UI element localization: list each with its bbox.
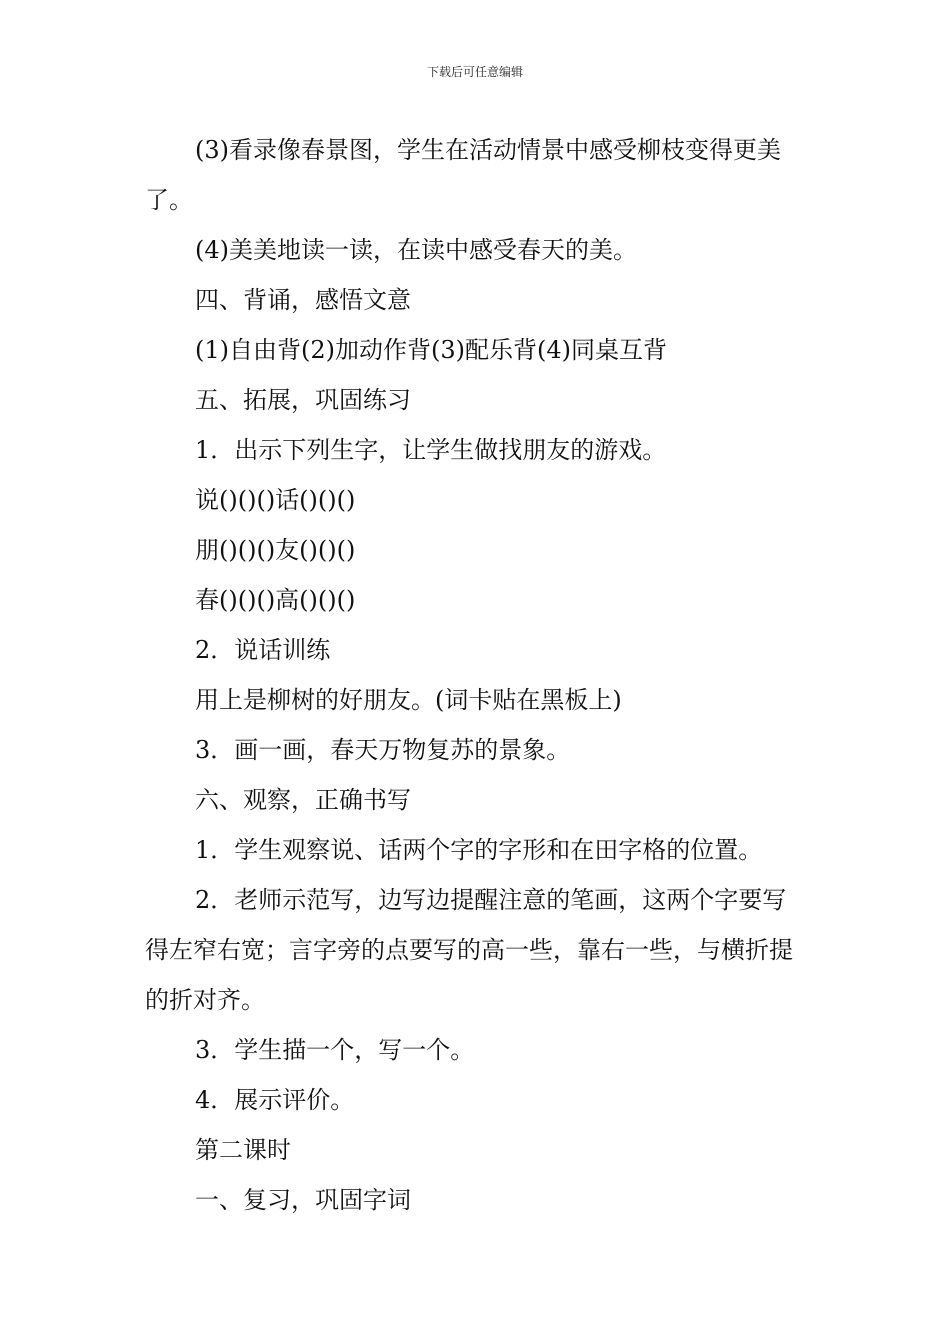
exercise-line: 说()()()话()()() bbox=[195, 486, 356, 514]
section-heading: 六、观察，正确书写 bbox=[195, 786, 411, 814]
paragraph: (1)自由背(2)加动作背(3)配乐背(4)同桌互背 bbox=[195, 336, 667, 364]
section-heading: 一、复习，巩固字词 bbox=[195, 1186, 411, 1214]
section-heading: 五、拓展，巩固练习 bbox=[195, 386, 411, 414]
paragraph: 2．老师示范写，边写边提醒注意的笔画，这两个字要写得左窄右宽；言字旁的点要写的高一些，靠右一些，与横折提的折对齐。 bbox=[145, 886, 793, 1014]
document-body bbox=[145, 125, 807, 1225]
paragraph: 3．学生描一个，写一个。 bbox=[195, 1036, 475, 1064]
paragraph: 1．出示下列生字，让学生做找朋友的游戏。 bbox=[195, 436, 667, 464]
paragraph: (3)看录像春景图，学生在活动情景中感受柳枝变得更美了。 bbox=[145, 136, 781, 214]
paragraph: 3．画一画，春天万物复苏的景象。 bbox=[195, 736, 571, 764]
paragraph: 2．说话训练 bbox=[195, 636, 331, 664]
page-header-note: 下载后可任意编辑 bbox=[426, 65, 523, 79]
section-heading: 四、背诵，感悟文意 bbox=[195, 286, 411, 314]
exercise-line: 朋()()()友()()() bbox=[195, 536, 356, 564]
exercise-line: 春()()()高()()() bbox=[195, 586, 356, 614]
lesson-heading: 第二课时 bbox=[195, 1136, 291, 1164]
paragraph: 4．展示评价。 bbox=[195, 1086, 355, 1114]
paragraph: (4)美美地读一读，在读中感受春天的美。 bbox=[195, 236, 637, 264]
paragraph: 用上是柳树的好朋友。(词卡贴在黑板上) bbox=[195, 686, 622, 714]
paragraph: 1．学生观察说、话两个字的字形和在田字格的位置。 bbox=[195, 836, 763, 864]
